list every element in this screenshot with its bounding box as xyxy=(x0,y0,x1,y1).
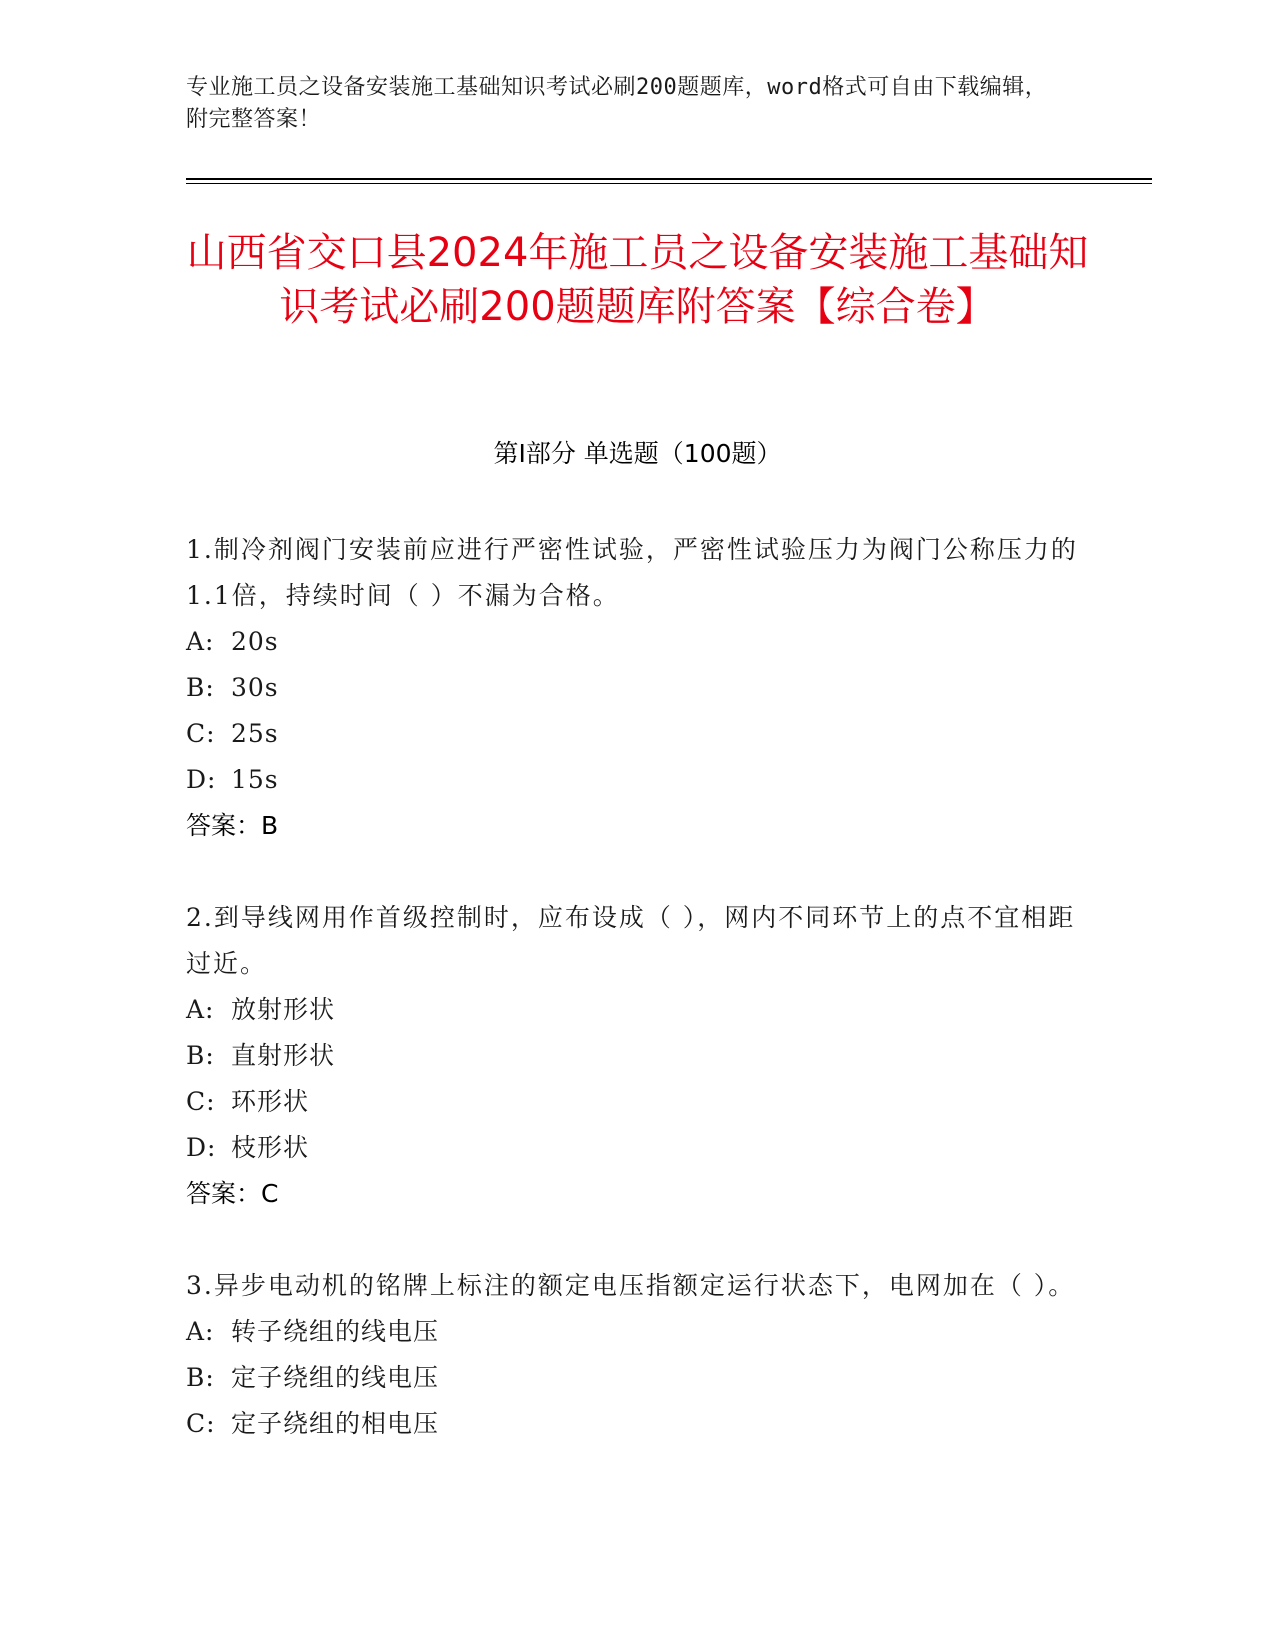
header-note: 专业施工员之设备安装施工基础知识考试必刷200题题库，word格式可自由下载编辑，附完整答案！ xyxy=(186,75,1048,132)
option-text: 定子绕组的相电压 xyxy=(231,1409,440,1438)
option-letter: A: xyxy=(186,995,215,1024)
option-text: 定子绕组的线电压 xyxy=(231,1363,440,1392)
option-text: 转子绕组的线电压 xyxy=(231,1317,440,1346)
option-a xyxy=(186,987,1096,1033)
option-letter: B: xyxy=(186,1041,215,1070)
option-d xyxy=(186,757,1096,803)
question-3 xyxy=(186,1263,1096,1447)
option-text: 枝形状 xyxy=(231,1133,310,1162)
option-letter: C: xyxy=(186,1087,216,1116)
option-c xyxy=(186,1079,1096,1125)
option-text: 30s xyxy=(231,673,279,702)
option-letter: A: xyxy=(186,1317,215,1346)
question-1 xyxy=(186,527,1096,849)
option-text: 直射形状 xyxy=(231,1041,336,1070)
option-letter: B: xyxy=(186,673,215,702)
option-b xyxy=(186,1033,1096,1079)
option-letter: D: xyxy=(186,765,217,794)
header-divider-thin xyxy=(186,183,1152,184)
option-b xyxy=(186,1355,1096,1401)
option-a xyxy=(186,619,1096,665)
option-letter: C: xyxy=(186,1409,216,1438)
option-c xyxy=(186,711,1096,757)
option-text: 环形状 xyxy=(231,1087,310,1116)
option-letter: A: xyxy=(186,627,215,656)
option-text: 放射形状 xyxy=(231,995,336,1024)
option-c xyxy=(186,1401,1096,1447)
question-stem: 1.制冷剂阀门安装前应进行严密性试验，严密性试验压力为阀门公称压力的1.1倍，持续时间（ ）不漏为合格。 xyxy=(186,535,1078,610)
question-2 xyxy=(186,895,1096,1217)
question-stem: 2.到导线网用作首级控制时，应布设成（ ），网内不同环节上的点不宜相距过近。 xyxy=(186,903,1076,978)
answer-line: 答案：C xyxy=(186,1179,279,1208)
option-letter: D: xyxy=(186,1133,217,1162)
question-list xyxy=(186,527,1096,1493)
option-text: 25s xyxy=(231,719,279,748)
option-letter: B: xyxy=(186,1363,215,1392)
option-a xyxy=(186,1309,1096,1355)
document-title: 山西省交口县2024年施工员之设备安装施工基础知识考试必刷200题题库附答案【综合卷】 xyxy=(186,230,1089,330)
answer-line: 答案：B xyxy=(186,811,279,840)
option-d xyxy=(186,1125,1096,1171)
header-divider-thick xyxy=(186,178,1152,180)
option-b xyxy=(186,665,1096,711)
question-stem: 3.异步电动机的铭牌上标注的额定电压指额定运行状态下，电网加在（ ）。 xyxy=(186,1271,1076,1300)
option-text: 20s xyxy=(231,627,279,656)
option-letter: C: xyxy=(186,719,216,748)
section-heading: 第Ⅰ部分 单选题（100题） xyxy=(493,439,782,468)
option-text: 15s xyxy=(231,765,279,794)
